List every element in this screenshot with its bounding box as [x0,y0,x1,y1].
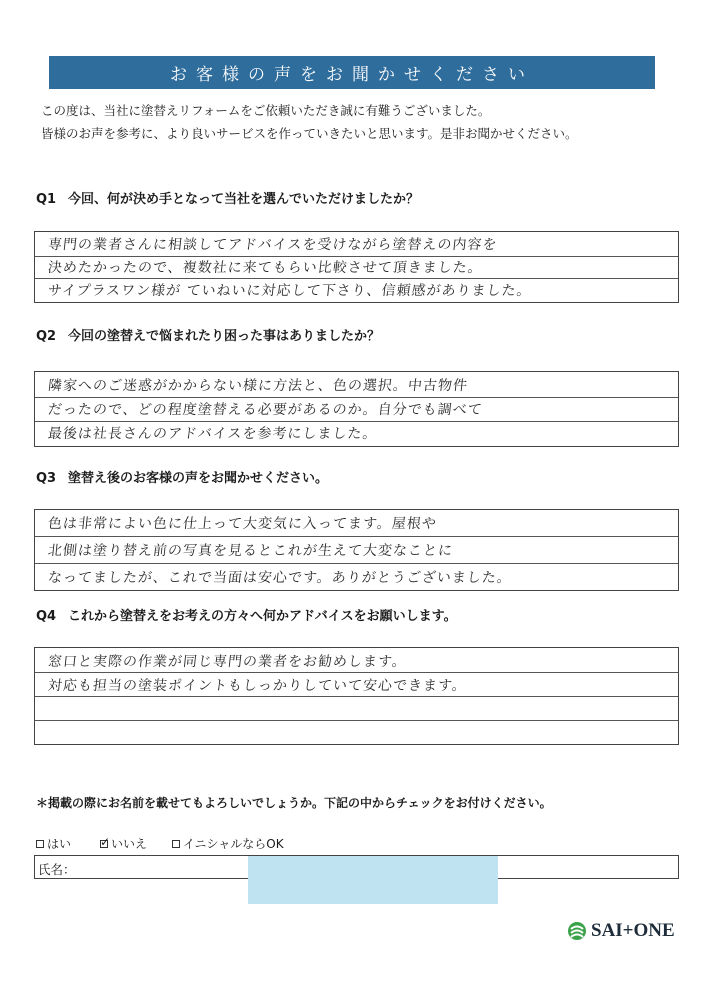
survey-title: お客様の声をお聞かせください [170,65,534,85]
answer-4-line-2: 対応も担当の塗装ポイントもしっかりしていて安心できます。 [47,678,468,694]
survey-title-banner [49,56,655,89]
option-label: いいえ [111,837,148,851]
checkbox-icon[interactable] [36,840,44,848]
answer-1-line-2: 決めたかったので、複数社に来てもらい比較させて頂きました。 [47,260,484,276]
answer-3-line-3: なってましたが、これで当面は安心です。ありがとうございました。 [47,570,513,586]
answer-1-line-1: 専門の業者さんに相談してアドバイスを受けながら塗替えの内容を [47,237,499,253]
answer-3-line-2: 北側は塗り替え前の写真を見るとこれが生えて大変なことに [47,543,454,559]
rule-line [35,720,678,721]
checkbox-icon[interactable] [172,840,180,848]
option-no[interactable] [100,835,147,852]
rule-line [35,397,678,398]
rule-line [35,563,678,564]
question-2 [36,325,380,344]
question-4 [36,605,457,624]
question-text: 今回の塗替えで悩まれたり困った事はありましたか？ [68,329,381,344]
logo-text: SAI+ONE [591,920,675,941]
checkbox-checked-icon[interactable] [100,834,111,849]
publish-consent-note: ＊掲載の際にお名前を載せてもよろしいでしょうか。下記の中からチェックをお付けください。 [36,796,552,810]
answer-3-line-1: 色は非常によい色に仕上って大変気に入ってます。屋根や [47,516,438,532]
answer-2-line-2: だったので、どの程度塗替える必要があるのか。自分でも調べて [47,402,484,418]
rule-line [35,536,678,537]
answer-4-line-1: 窓口と実際の作業が同じ専門の業者をお勧めします。 [47,654,408,670]
intro-line-1: この度は、当社に塗替えリフォームをご依頼いただき誠に有難うございました。 [41,103,491,118]
option-label: イニシャルならOK [183,837,284,851]
option-initials[interactable] [172,835,284,852]
question-text: これから塗替えをお考えの方々へ何かアドバイスをお願いします。 [68,609,457,624]
question-number: Q3 [36,471,57,486]
redacted-name-area [248,856,498,904]
answer-2-line-3: 最後は社長さんのアドバイスを参考にしました。 [47,426,379,442]
question-number: Q1 [36,192,57,207]
answer-2-line-1: 隣家へのご迷惑がかからない様に方法と、色の選択。中古物件 [47,378,469,394]
question-text: 塗替え後のお客様の声をお聞かせください。 [68,471,329,486]
question-number: Q4 [36,609,57,624]
company-logo [567,920,675,942]
option-label: はい [47,837,72,851]
question-text: 今回、何が決め手となって当社を選んでいただけましたか？ [68,192,420,207]
rule-line [35,672,678,673]
question-3 [36,467,328,486]
rule-line [35,421,678,422]
question-1 [36,188,419,207]
intro-line-2: 皆様のお声を参考に、より良いサービスを作っていきたいと思います。是非お聞かせください。 [41,126,578,141]
check-mark-icon: ✓ [100,834,111,849]
swirl-logo-icon [567,921,587,941]
rule-line [35,278,678,279]
question-number: Q2 [36,329,57,344]
name-label: 氏名： [38,862,76,877]
answer-1-line-3: サイプラスワン様が ていねいに対応して下さり、信頼感がありました。 [47,283,533,299]
option-yes[interactable] [36,835,71,852]
rule-line [35,696,678,697]
